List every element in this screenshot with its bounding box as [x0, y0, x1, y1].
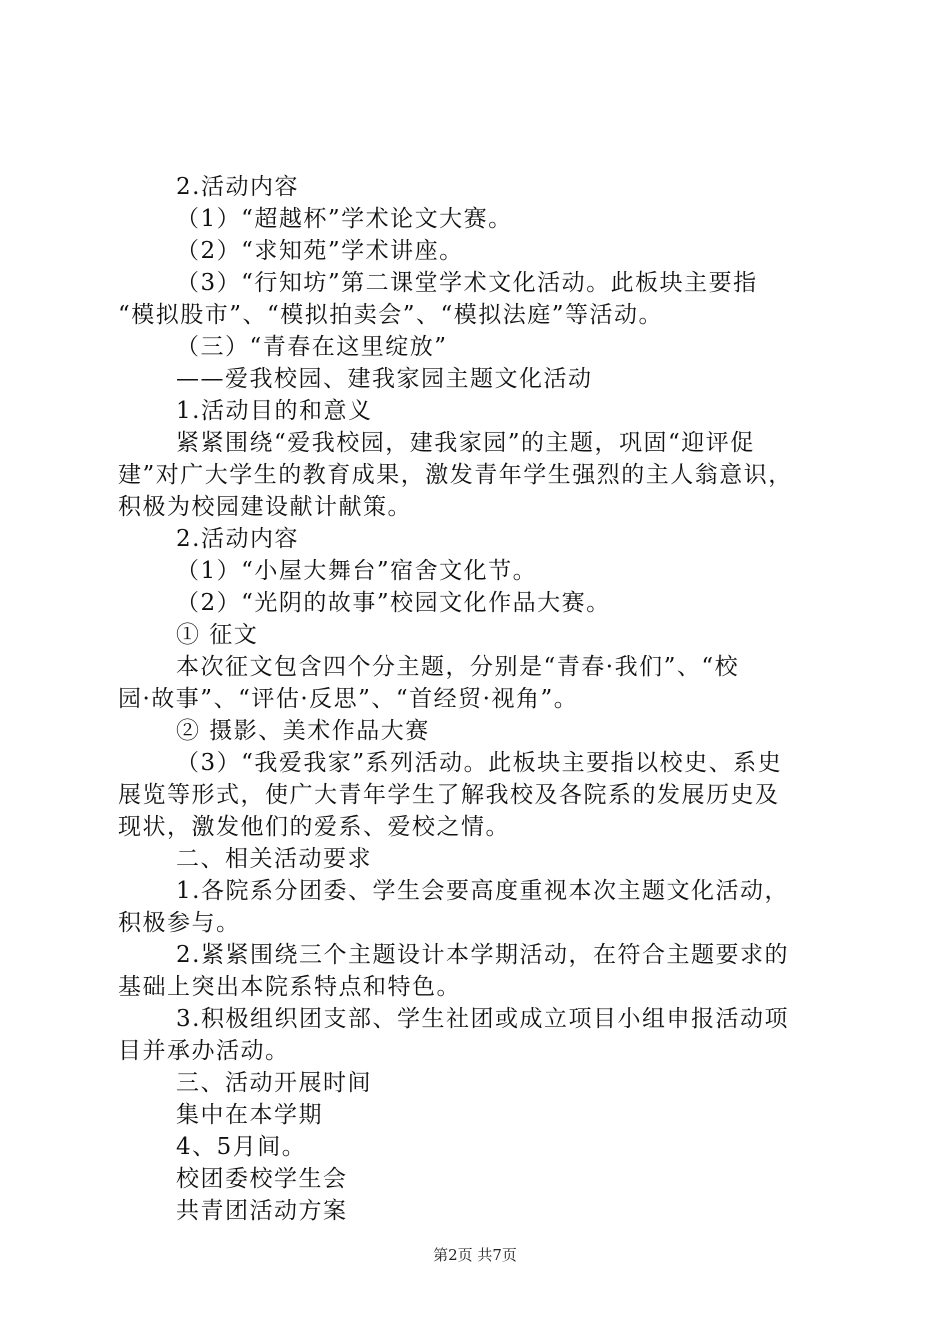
page-footer: [0, 1245, 950, 1265]
section-heading: 2.活动内容: [176, 174, 299, 200]
document-body: [118, 171, 836, 1227]
page-number: 第2页 共7页: [433, 1246, 517, 1264]
list-item: （1）“超越杯”学术论文大赛。: [176, 206, 513, 232]
list-item: （2）“光阴的故事”校园文化作品大赛。: [176, 590, 611, 616]
paragraph-line: 基础上突出本院系特点和特色。: [118, 974, 461, 1000]
paragraph-line: 本次征文包含四个分主题，分别是“青春·我们”、“校: [176, 654, 740, 680]
list-item: （1）“小屋大舞台”宿舍文化节。: [176, 558, 538, 584]
paragraph-line: 目并承办活动。: [118, 1038, 290, 1064]
paragraph-line: 建”对广大学生的教育成果，激发青年学生强烈的主人翁意识，: [118, 462, 793, 488]
paragraph-line: 展览等形式，使广大青年学生了解我校及各院系的发展历史及: [118, 782, 780, 808]
paragraph-line: 积极为校园建设献计献策。: [118, 494, 412, 520]
paragraph-line: 1.各院系分团委、学生会要高度重视本次主题文化活动，: [176, 878, 789, 904]
paragraph-line: “模拟股市”、“模拟拍卖会”、“模拟法庭”等活动。: [118, 302, 664, 328]
section-heading: 三、活动开展时间: [176, 1070, 372, 1096]
section-subtitle: ——爱我校园、建我家园主题文化活动: [176, 366, 593, 392]
paragraph-line: 紧紧围绕“爱我校园，建我家园”的主题，巩固“迎评促: [176, 430, 755, 456]
section-heading: 二、相关活动要求: [176, 846, 372, 872]
paragraph-line: 3.积极组织团支部、学生社团或成立项目小组申报活动项: [176, 1006, 789, 1032]
section-heading: 2.活动内容: [176, 526, 299, 552]
paragraph-line: 现状，激发他们的爱系、爱校之情。: [118, 814, 510, 840]
list-item: ② 摄影、美术作品大赛: [176, 718, 430, 744]
paragraph-line: 园·故事”、“评估·反思”、“首经贸·视角”。: [118, 686, 579, 712]
document-title-line: 共青团活动方案: [176, 1198, 348, 1224]
list-item: （2）“求知苑”学术讲座。: [176, 238, 464, 264]
paragraph-line: 4、5月间。: [176, 1134, 307, 1160]
paragraph-line: （3）“我爱我家”系列活动。此板块主要指以校史、系史: [176, 750, 783, 776]
paragraph-line: 2.紧紧围绕三个主题设计本学期活动，在符合主题要求的: [176, 942, 789, 968]
signature-line: 校团委校学生会: [176, 1166, 348, 1192]
paragraph-line: 集中在本学期: [176, 1102, 323, 1128]
paragraph-line: 积极参与。: [118, 910, 241, 936]
list-item: ① 征文: [176, 622, 259, 648]
paragraph-line: （3）“行知坊”第二课堂学术文化活动。此板块主要指: [176, 270, 758, 296]
section-heading: （三）“青春在这里绽放”: [176, 334, 448, 360]
section-heading: 1.活动目的和意义: [176, 398, 373, 424]
